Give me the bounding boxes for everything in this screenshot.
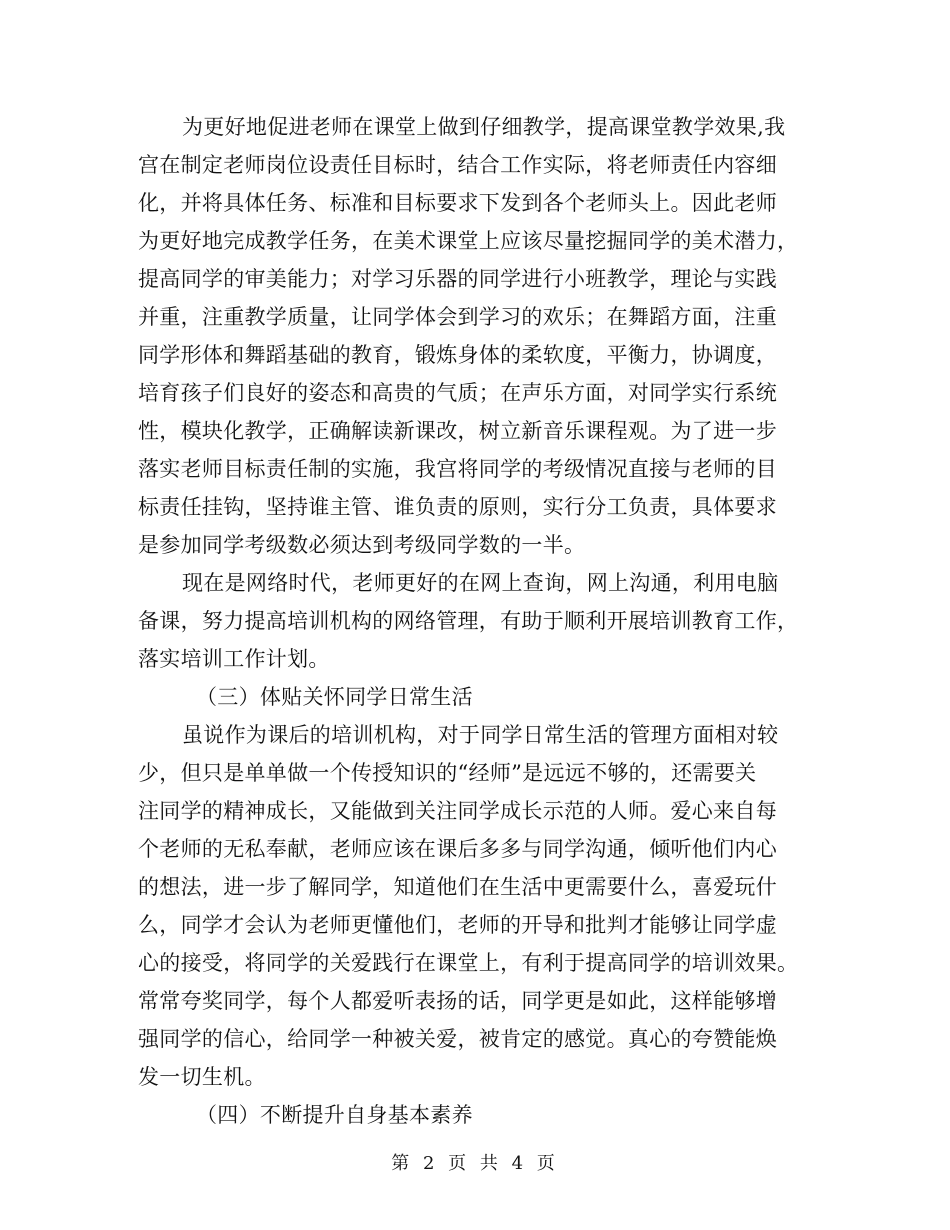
paragraph-line: 同学形体和舞蹈基础的教育，锻炼身体的柔软度，平衡力，协调度， [138,343,777,367]
section-heading-4: （四）不断提升自身基本素养 [196,1103,473,1127]
paragraph-line: 培育孩子们良好的姿态和高贵的气质；在声乐方面，对同学实行系统 [138,381,777,405]
paragraph-line: 是参加同学考级数必须达到考级同学数的一半。 [138,533,586,557]
paragraph-line: 性，模块化教学，正确解读新课改，树立新音乐课程观。为了进一步 [138,419,777,443]
paragraph-line: 落实老师目标责任制的实施，我宫将同学的考级情况直接与老师的目 [138,457,777,481]
paragraph-line: 少，但只是单单做一个传授知识的“经师”是远远不够的，还需要关 [138,761,757,785]
paragraph-line: 个老师的无私奉献，老师应该在课后多多与同学沟通，倾听他们内心 [138,837,777,861]
paragraph-2 [138,564,798,678]
paragraph-line: 常常夸奖同学，每个人都爱听表扬的话，同学更是如此，这样能够增 [138,989,777,1013]
document-body [138,108,798,1134]
section-heading-3: （三）体贴关怀同学日常生活 [196,685,473,709]
paragraph-line: 心的接受，将同学的关爱践行在课堂上，有利于提高同学的培训效果。 [138,951,799,975]
paragraph-line: 为更好地促进老师在课堂上做到仔细教学，提高课堂教学效果,我 [182,115,786,139]
paragraph-line: 虽说作为课后的培训机构，对于同学日常生活的管理方面相对较 [182,723,779,747]
page-number-footer: 第 2 页 共 4 页 [391,1153,559,1174]
paragraph-line: 备课，努力提高培训机构的网络管理，有助于顺利开展培训教育工作， [138,609,799,633]
paragraph-line: 么，同学才会认为老师更懂他们，老师的开导和批判才能够让同学虚 [138,913,777,937]
paragraph-1 [138,108,798,564]
paragraph-line: 现在是网络时代，老师更好的在网上查询，网上沟通，利用电脑 [182,571,779,595]
paragraph-line: 强同学的信心，给同学一种被关爱，被肯定的感觉。真心的夸赞能焕 [138,1027,777,1051]
paragraph-line: 落实培训工作计划。 [138,647,330,671]
paragraph-line: 为更好地完成教学任务，在美术课堂上应该尽量挖掘同学的美术潜力， [138,229,799,253]
paragraph-line: 发一切生机。 [138,1065,266,1089]
paragraph-line: 注同学的精神成长，又能做到关注同学成长示范的人师。爱心来自每 [138,799,777,823]
paragraph-line: 标责任挂钩，坚持谁主管、谁负责的原则，实行分工负责，具体要求 [138,495,777,519]
paragraph-line: 并重，注重教学质量，让同学体会到学习的欢乐；在舞蹈方面，注重 [138,305,777,329]
paragraph-line: 提高同学的审美能力；对学习乐器的同学进行小班教学，理论与实践 [138,267,777,291]
paragraph-line: 化，并将具体任务、标准和目标要求下发到各个老师头上。因此老师 [138,191,777,215]
paragraph-line: 的想法，进一步了解同学，知道他们在生活中更需要什么，喜爱玩什 [138,875,777,899]
paragraph-3 [138,716,798,1096]
paragraph-line: 宫在制定老师岗位设责任目标时，结合工作实际，将老师责任内容细 [138,153,777,177]
